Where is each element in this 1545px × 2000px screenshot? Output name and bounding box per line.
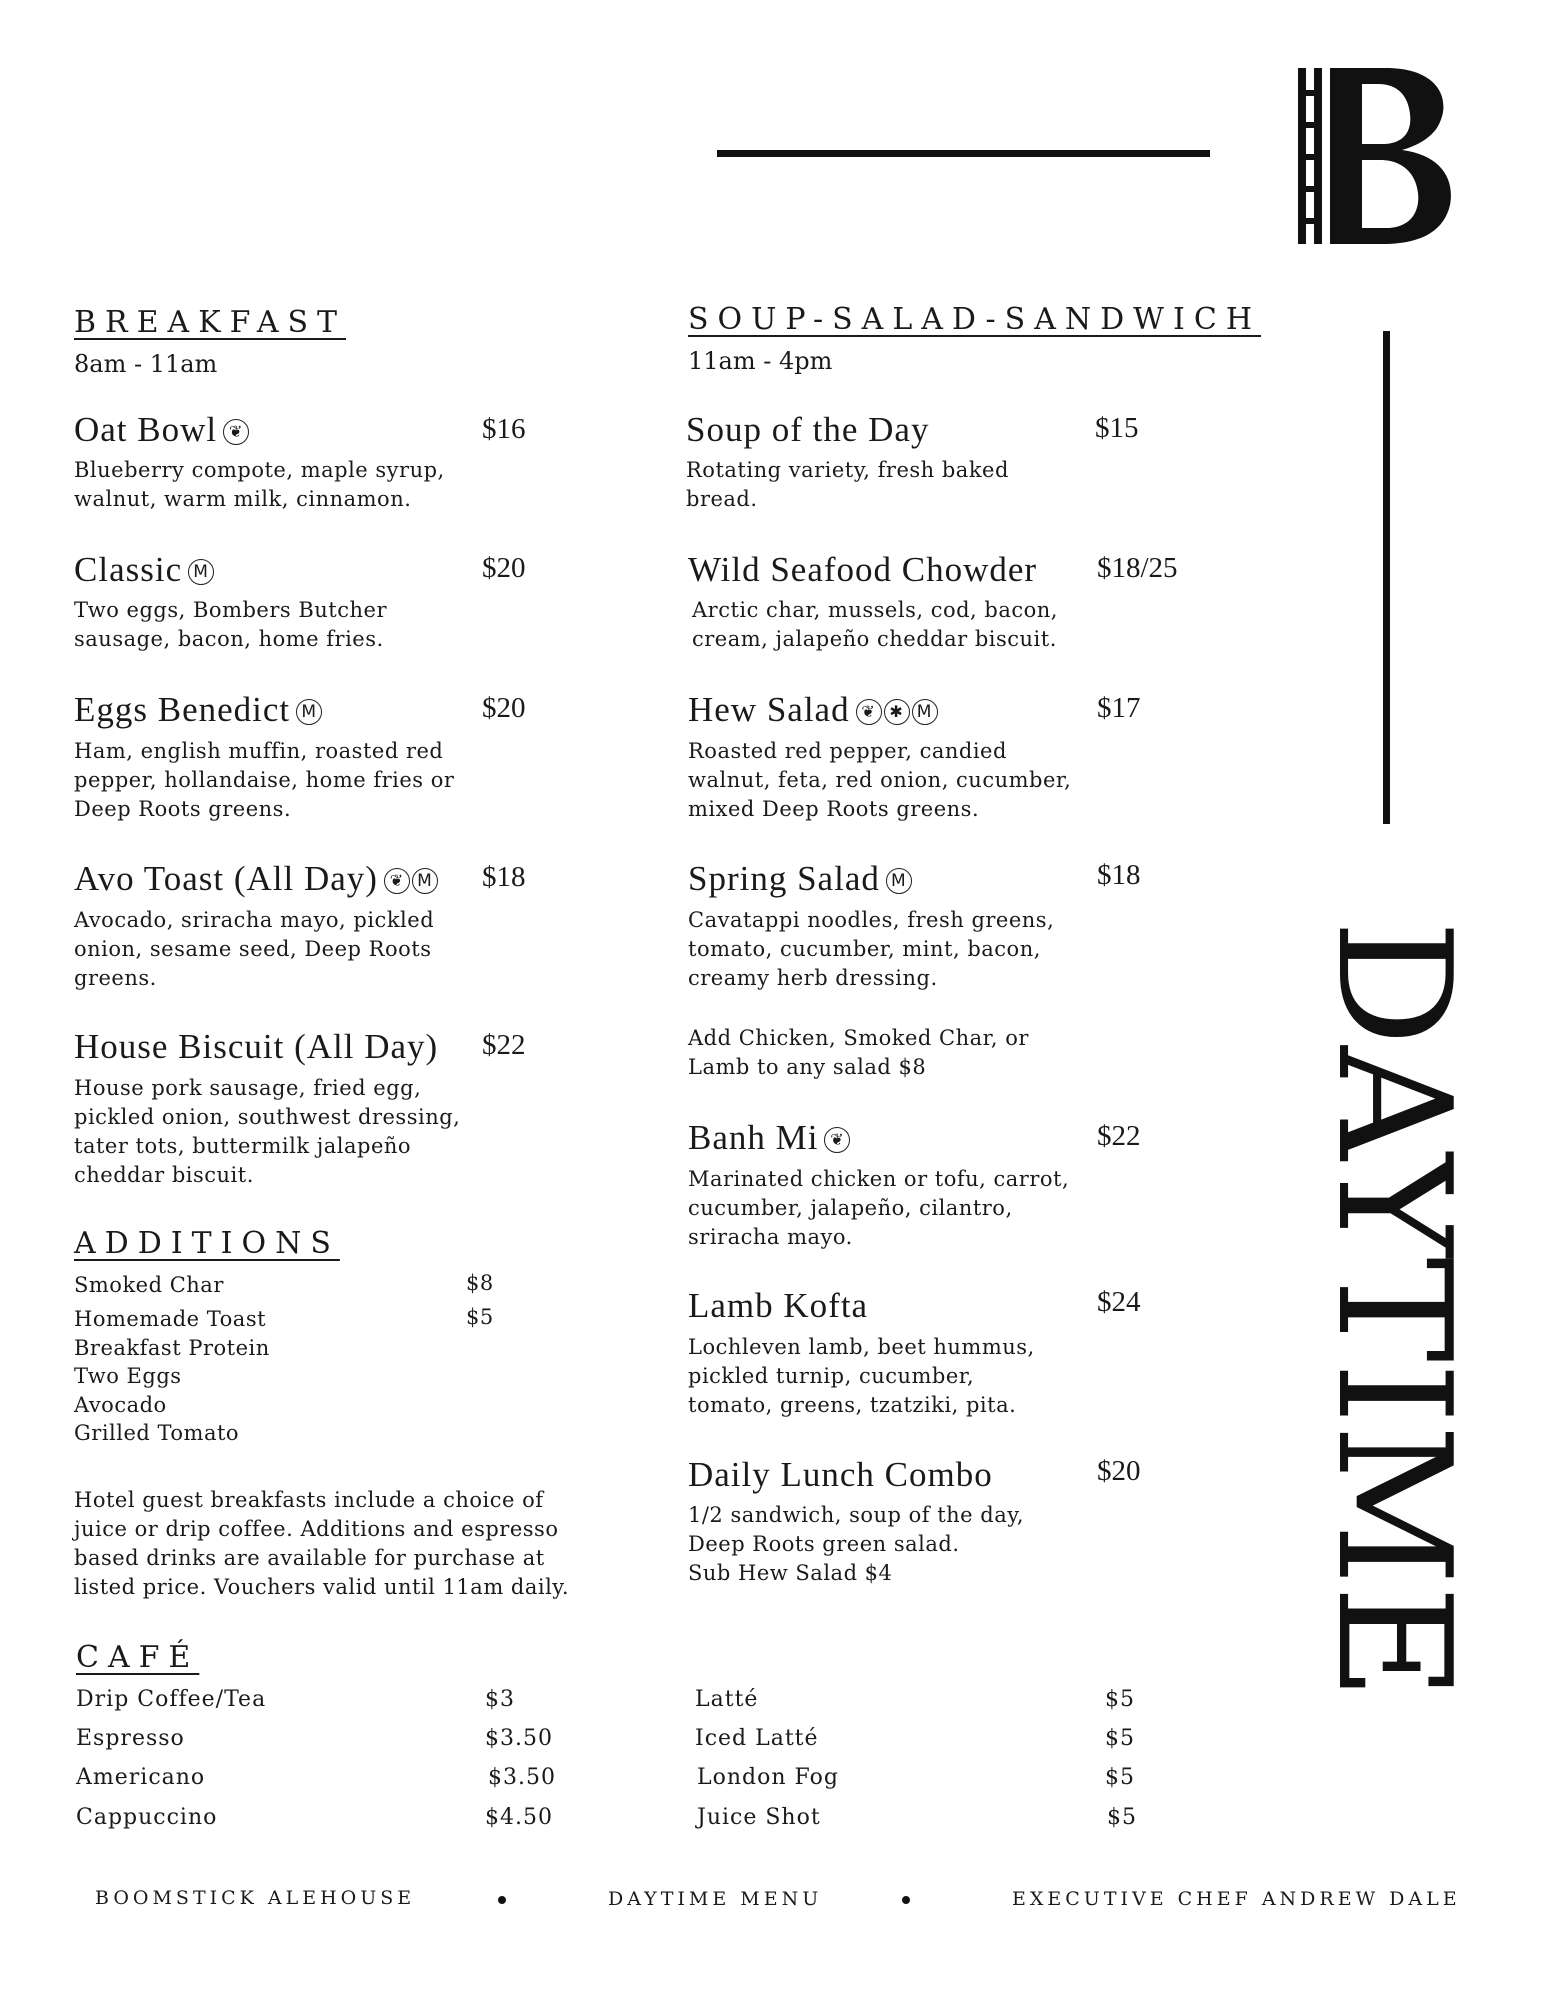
menu-item-price: $18/25 — [1097, 552, 1178, 584]
menu-item-description: Marinated chicken or tofu, carrot, cucumber, jalapeño, cilantro, sriracha mayo. — [688, 1167, 1070, 1249]
cafe-item-name: Americano — [76, 1765, 206, 1790]
vegetarian-icon: ❦ — [824, 1127, 850, 1153]
addition-item-name: Smoked Char — [74, 1273, 224, 1297]
side-rule — [1383, 331, 1390, 824]
menu-item-description: Rotating variety, fresh baked bread. — [686, 458, 1009, 511]
vegetarian-icon: ❦ — [223, 419, 249, 445]
footer-chef-name: EXECUTIVE CHEF ANDREW DALE — [1012, 1888, 1461, 1910]
menu-item-price: $18 — [1097, 859, 1141, 891]
cafe-item-price: $5 — [1105, 1765, 1135, 1790]
footer-restaurant-name: BOOMSTICK ALEHOUSE — [95, 1887, 416, 1909]
daytime-text: DAYTIME — [1303, 920, 1485, 1694]
cafe-item-name: Drip Coffee/Tea — [76, 1687, 267, 1712]
m-icon: M — [296, 699, 322, 725]
lunch-title: SOUP-SALAD-SANDWICH — [688, 302, 1261, 337]
menu-item-description: Two eggs, Bombers Butcher sausage, bacon, home fries. — [74, 598, 387, 651]
menu-item-name: Spring Salad M — [688, 859, 912, 899]
cafe-item-name: London Fog — [697, 1765, 839, 1790]
menu-item-price: $24 — [1097, 1286, 1141, 1318]
menu-item-price: $20 — [482, 692, 526, 724]
menu-item-name: Classic M — [74, 550, 214, 590]
menu-item-price: $17 — [1097, 692, 1141, 724]
menu-item-description: 1/2 sandwich, soup of the day, Deep Roots green salad. Sub Hew Salad $4 — [688, 1503, 1024, 1585]
menu-item-price: $22 — [1097, 1120, 1141, 1152]
m-icon: M — [188, 559, 214, 585]
menu-item-price: $18 — [482, 861, 526, 893]
menu-item-description: House pork sausage, fried egg, pickled onion, southwest dressing, tater tots, buttermilk jalapeño cheddar biscuit. — [74, 1076, 461, 1187]
addition-item-name: Grilled Tomato — [74, 1421, 240, 1445]
cafe-item-price: $3 — [485, 1687, 515, 1712]
cafe-item-price: $3.50 — [488, 1765, 556, 1790]
boomstick-b-logo — [1290, 60, 1470, 250]
menu-item-name: Soup of the Day — [686, 410, 930, 449]
menu-item-price: $22 — [482, 1029, 526, 1061]
addition-item-price: $8 — [466, 1271, 494, 1295]
addition-item-name: Avocado — [74, 1393, 167, 1417]
cafe-item-price: $3.50 — [485, 1726, 553, 1751]
addition-item-price: $5 — [466, 1305, 494, 1329]
cafe-item-price: $5 — [1105, 1726, 1135, 1751]
breakfast-title: BREAKFAST — [74, 305, 347, 340]
lunch-hours: 11am - 4pm — [688, 347, 833, 375]
menu-item-price: $20 — [1097, 1455, 1141, 1487]
addition-item-name: Two Eggs — [74, 1364, 182, 1388]
menu-item-description: Avocado, sriracha mayo, pickled onion, sesame seed, Deep Roots greens. — [74, 908, 435, 990]
hotel-guest-note: Hotel guest breakfasts include a choice of juice or drip coffee. Additions and espresso based drinks are available for purchase at listed price. Vouchers valid until 11am daily. — [74, 1488, 570, 1599]
addition-item-name: Homemade Toast — [74, 1307, 267, 1331]
vegetarian-icon: ❦ — [384, 868, 410, 894]
footer-separator-dot — [498, 1896, 506, 1904]
menu-item-name: Lamb Kofta — [688, 1286, 869, 1325]
menu-item-name: Daily Lunch Combo — [688, 1455, 993, 1494]
cafe-title: CAFÉ — [76, 1640, 200, 1675]
cafe-item-price: $4.50 — [485, 1805, 553, 1830]
menu-item-name: Eggs Benedict M — [74, 690, 322, 730]
menu-item-name: House Biscuit (All Day) — [74, 1027, 439, 1066]
salad-add-on-note: Add Chicken, Smoked Char, or Lamb to any salad $8 — [688, 1026, 1029, 1079]
menu-item-price: $16 — [482, 413, 526, 445]
addition-item-name: Breakfast Protein — [74, 1336, 270, 1360]
footer-menu-name: DAYTIME MENU — [608, 1888, 823, 1910]
menu-item-name: Avo Toast (All Day) ❦ M — [74, 859, 438, 899]
m-icon: M — [886, 868, 912, 894]
menu-item-name: Wild Seafood Chowder — [688, 550, 1038, 589]
daytime-vertical-title — [1300, 920, 1500, 1710]
cafe-item-name: Cappuccino — [76, 1805, 218, 1830]
menu-item-description: Roasted red pepper, candied walnut, feta, red onion, cucumber, mixed Deep Roots greens. — [688, 739, 1072, 821]
menu-item-name: Banh Mi ❦ — [688, 1118, 850, 1158]
vegetarian-icon: ❦ — [856, 699, 882, 725]
cafe-item-name: Espresso — [76, 1726, 185, 1751]
cafe-item-name: Latté — [695, 1687, 759, 1712]
gluten-free-icon: ✱ — [884, 699, 910, 725]
menu-item-description: Blueberry compote, maple syrup, walnut, warm milk, cinnamon. — [74, 458, 445, 511]
additions-title: ADDITIONS — [74, 1226, 340, 1261]
header-rule — [717, 150, 1210, 157]
cafe-item-price: $5 — [1107, 1805, 1137, 1830]
footer-separator-dot — [902, 1896, 910, 1904]
cafe-item-name: Iced Latté — [695, 1726, 819, 1751]
cafe-item-name: Juice Shot — [697, 1805, 821, 1830]
breakfast-hours: 8am - 11am — [74, 350, 218, 378]
m-icon: M — [412, 868, 438, 894]
menu-item-name: Oat Bowl ❦ — [74, 410, 249, 450]
menu-item-name: Hew Salad ❦ ✱ M — [688, 690, 938, 730]
menu-item-description: Cavatappi noodles, fresh greens, tomato, cucumber, mint, bacon, creamy herb dressing. — [688, 908, 1055, 990]
m-icon: M — [912, 699, 938, 725]
menu-item-price: $15 — [1095, 412, 1139, 444]
menu-item-description: Ham, english muffin, roasted red pepper, hollandaise, home fries or Deep Roots greens. — [74, 739, 455, 821]
menu-item-description: Lochleven lamb, beet hummus, pickled turnip, cucumber, tomato, greens, tzatziki, pita. — [688, 1335, 1035, 1417]
cafe-item-price: $5 — [1105, 1687, 1135, 1712]
menu-item-description: Arctic char, mussels, cod, bacon, cream, jalapeño cheddar biscuit. — [692, 598, 1058, 651]
menu-item-price: $20 — [482, 552, 526, 584]
